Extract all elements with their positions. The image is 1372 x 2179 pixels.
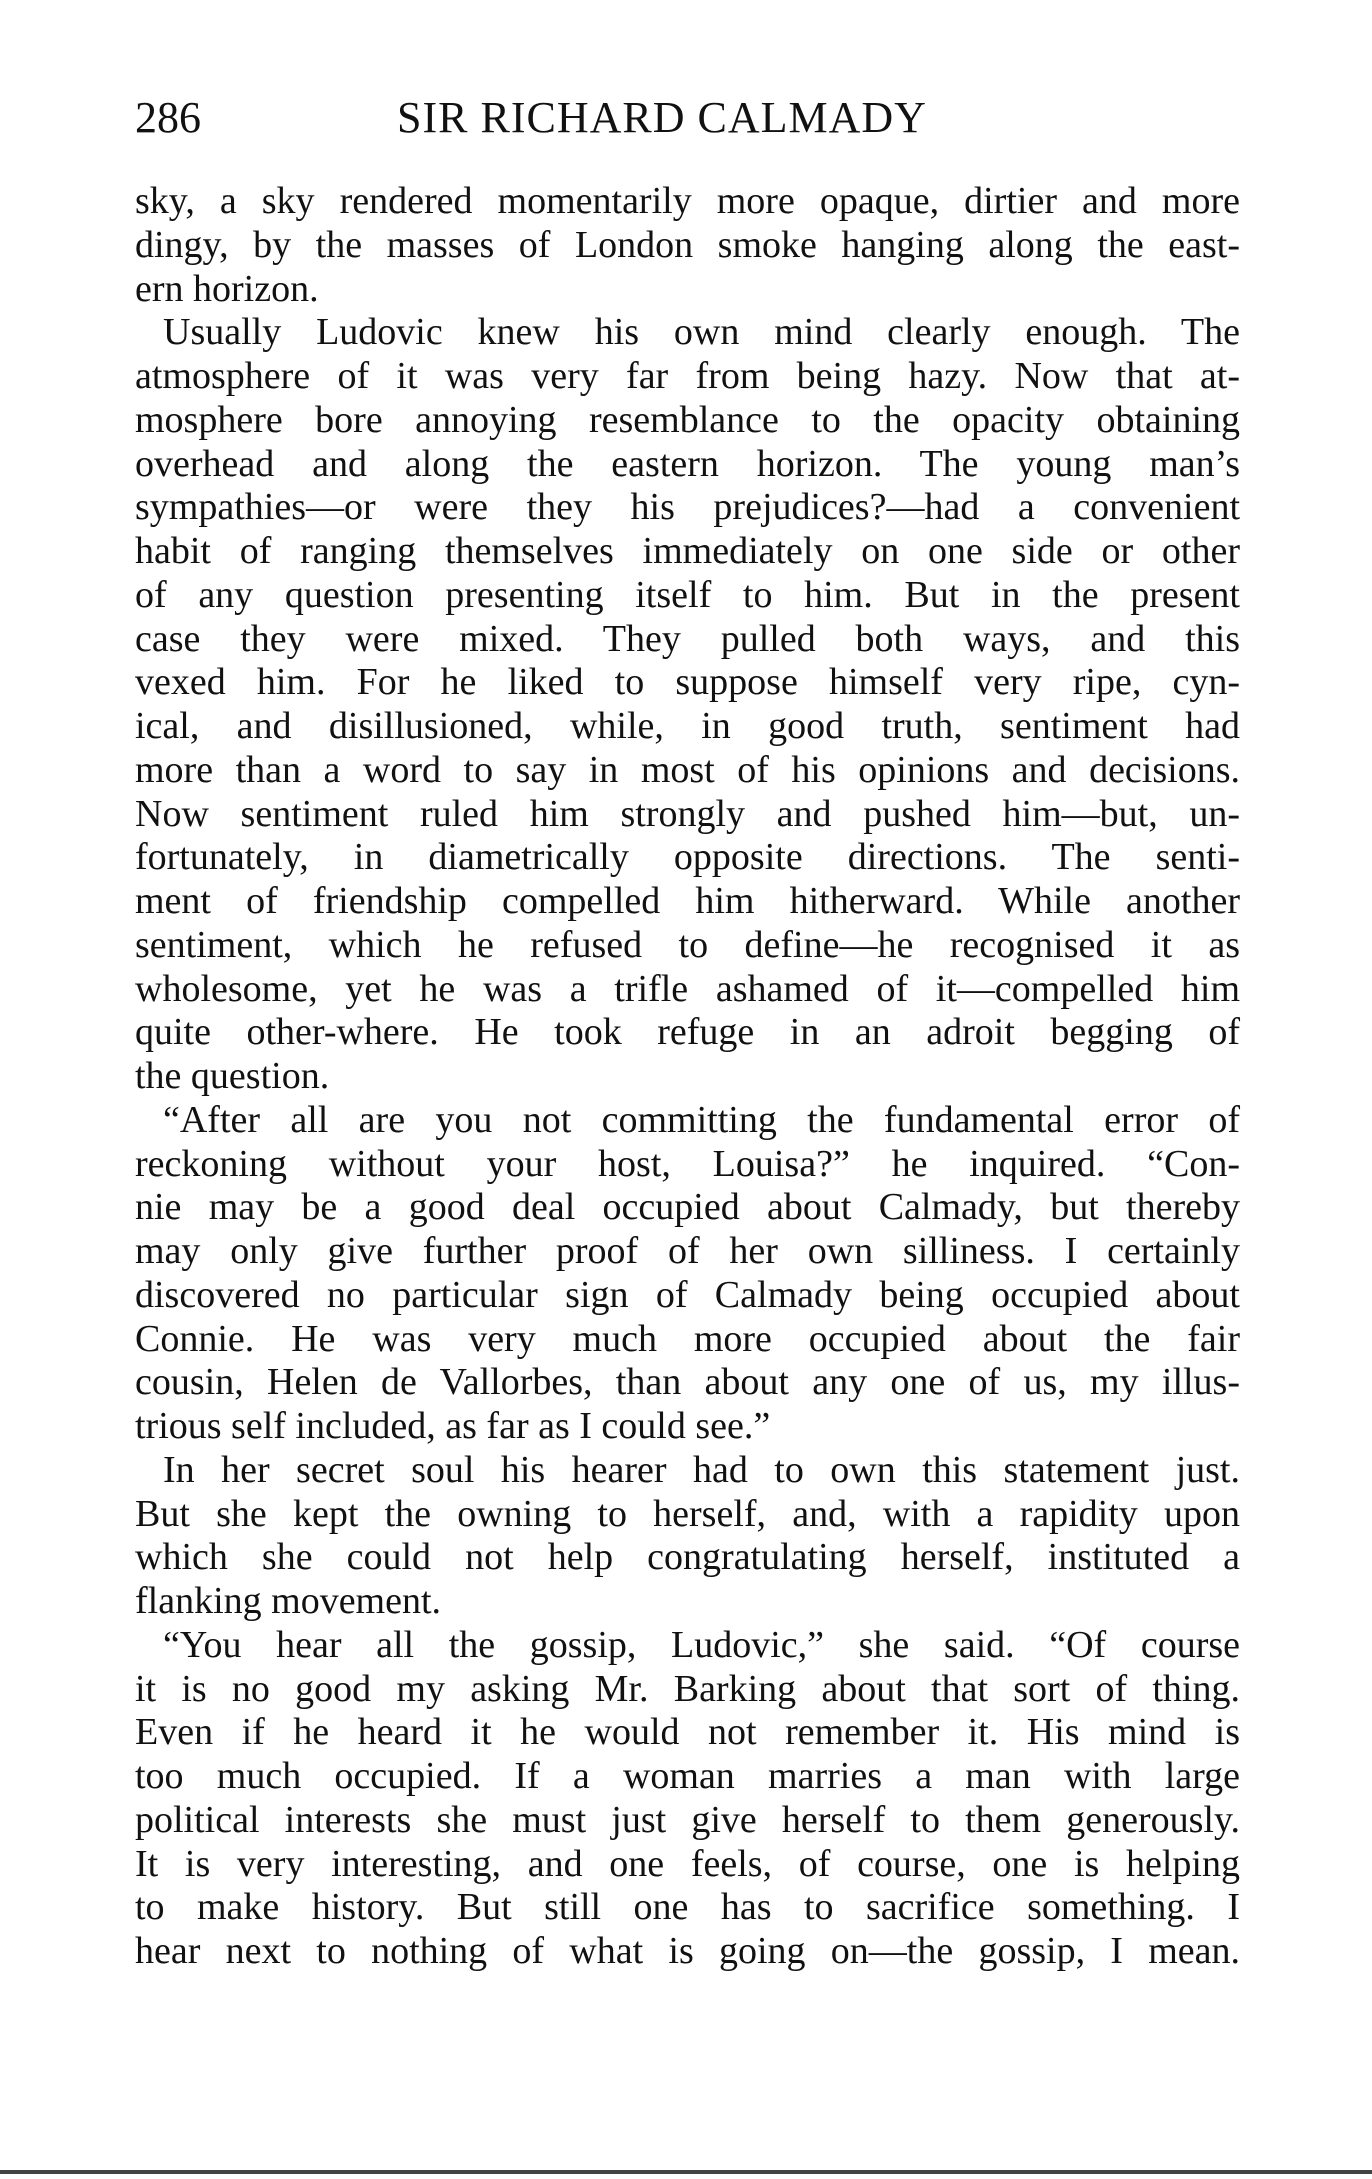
text-line: ern horizon. xyxy=(135,267,319,310)
text-line: It is very interesting, and one feels, of course, one is helping xyxy=(135,1842,1240,1885)
text-line: Even if he heard it he would not remember it. His mind is xyxy=(135,1711,1240,1754)
text-line: nie may be a good deal occupied about Calmady, but thereby xyxy=(135,1186,1240,1229)
text-line: discovered no particular sign of Calmady being occupied about xyxy=(135,1273,1240,1316)
text-line: vexed him. For he liked to suppose himself very ripe, cyn- xyxy=(135,661,1240,704)
text-line: quite other-where. He took refuge in an adroit begging of xyxy=(135,1011,1240,1054)
text-line: overhead and along the eastern horizon. The young man’s xyxy=(135,442,1240,485)
text-line: of any question presenting itself to him. But in the present xyxy=(135,573,1240,616)
text-line: hear next to nothing of what is going on—the gossip, I mean. xyxy=(135,1930,1240,1972)
text-line: dingy, by the masses of London smoke hanging along the east- xyxy=(135,223,1240,266)
text-line: atmosphere of it was very far from being hazy. Now that at- xyxy=(135,355,1240,397)
text-line: But she kept the owning to herself, and, with a rapidity upon xyxy=(135,1492,1240,1535)
text-line: ical, and disillusioned, while, in good truth, sentiment had xyxy=(135,705,1240,747)
text-line: it is no good my asking Mr. Barking about that sort of thing. xyxy=(135,1667,1240,1710)
text-line: In her secret soul his hearer had to own this statement just. xyxy=(163,1448,1240,1491)
text-line: cousin, Helen de Vallorbes, than about any one of us, my illus- xyxy=(135,1361,1240,1404)
text-line: trious self included, as far as I could see.” xyxy=(135,1405,771,1447)
text-line: which she could not help congratulating herself, instituted a xyxy=(135,1536,1240,1579)
text-line: ment of friendship compelled him hitherward. While another xyxy=(135,880,1240,922)
text-line: sympathies—or were they his prejudices?—had a convenient xyxy=(135,486,1240,529)
page-bottom-edge xyxy=(0,2170,1372,2174)
text-line: Usually Ludovic knew his own mind clearly enough. The xyxy=(163,311,1240,354)
text-line: may only give further proof of her own silliness. I certainly xyxy=(135,1230,1240,1272)
text-line: sky, a sky rendered momentarily more opaque, dirtier and more xyxy=(135,180,1240,222)
text-line: case they were mixed. They pulled both ways, and this xyxy=(135,617,1240,660)
text-line: reckoning without your host, Louisa?” he inquired. “Con- xyxy=(135,1142,1240,1185)
page-number: 286 xyxy=(135,93,201,142)
text-line: Now sentiment ruled him strongly and pushed him—but, un- xyxy=(135,792,1240,835)
text-line: to make history. But still one has to sacrifice something. I xyxy=(135,1886,1240,1929)
body-text xyxy=(135,180,1240,1974)
running-title: SIR RICHARD CALMADY xyxy=(397,93,927,142)
text-line: flanking movement. xyxy=(135,1580,442,1622)
text-line: the question. xyxy=(135,1055,330,1097)
text-line: mosphere bore annoying resemblance to the opacity obtaining xyxy=(135,398,1240,441)
running-header xyxy=(135,92,1240,148)
text-line: habit of ranging themselves immediately on one side or other xyxy=(135,530,1240,572)
text-line: sentiment, which he refused to define—he recognised it as xyxy=(135,923,1240,966)
text-line: “You hear all the gossip, Ludovic,” she said. “Of course xyxy=(163,1623,1240,1666)
text-line: Connie. He was very much more occupied about the fair xyxy=(135,1317,1240,1360)
text-line: fortunately, in diametrically opposite directions. The senti- xyxy=(135,836,1240,879)
text-line: wholesome, yet he was a trifle ashamed of it—compelled him xyxy=(135,967,1240,1010)
text-line: too much occupied. If a woman marries a man with large xyxy=(135,1755,1240,1797)
text-line: political interests she must just give herself to them generously. xyxy=(135,1798,1240,1841)
text-line: more than a word to say in most of his opinions and decisions. xyxy=(135,748,1240,791)
text-line: “After all are you not committing the fundamental error of xyxy=(163,1098,1240,1141)
